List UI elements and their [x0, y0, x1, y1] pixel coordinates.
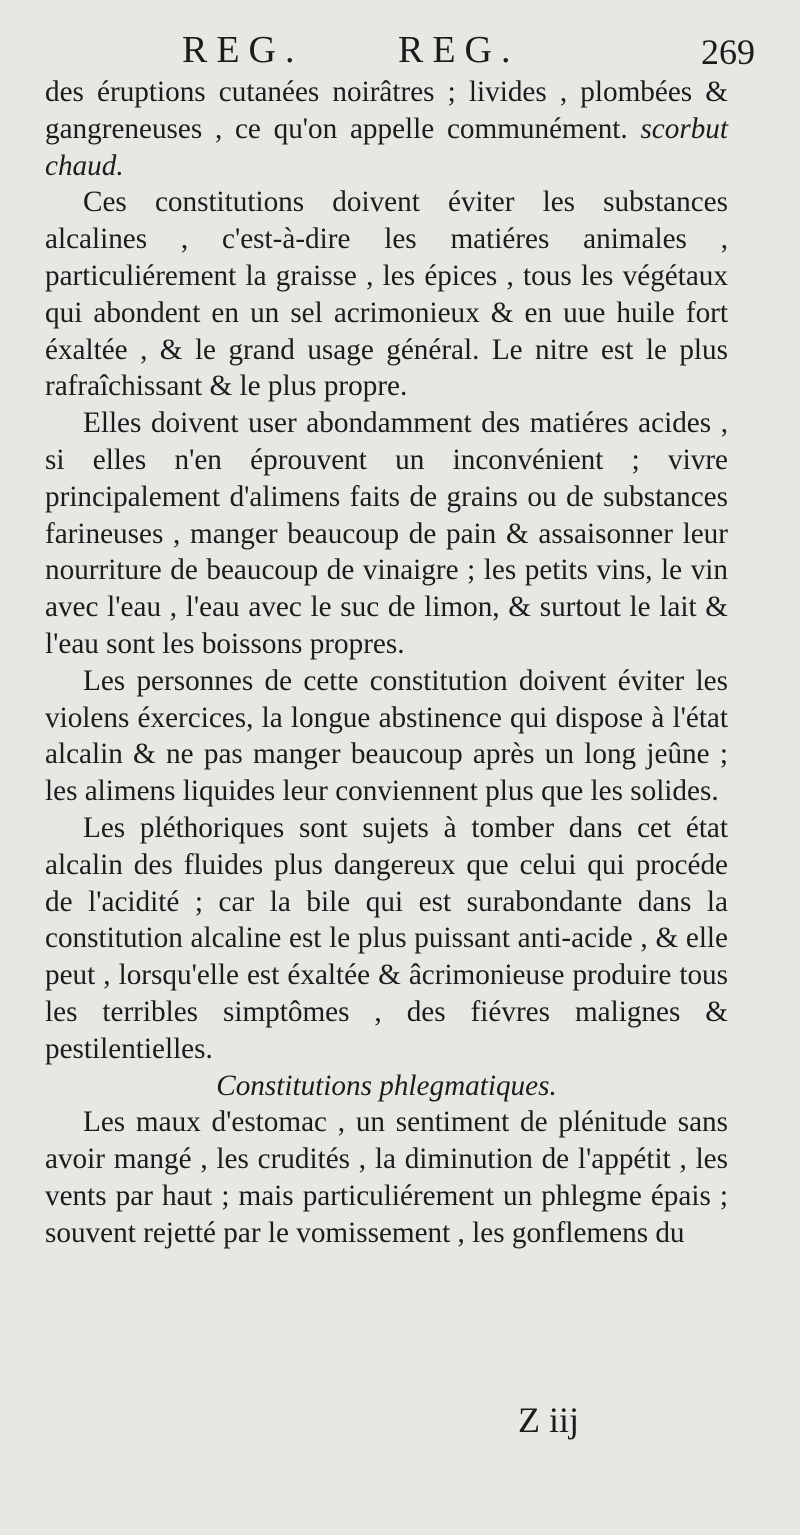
paragraph-continuation: [45, 74, 728, 184]
running-header: [40, 22, 755, 78]
header-right-word: REG.: [398, 29, 520, 71]
section-heading: Constitutions phlegmatiques.: [216, 1069, 557, 1102]
header-left-word: REG.: [182, 29, 304, 71]
paragraph: Les pléthoriques sont sujets à tomber dans cet état alcalin des fluides plus dangereux que celui qui procéde de l'acidité ; car la bile qui est surabondante dans la constitution alcaline est le plus puissant anti-acide , & elle peut , lorsqu'elle est éxaltée & âcrimonieuse produire tous les terribles simptômes , des fiévres malignes & pestilentielles.: [45, 811, 728, 1065]
signature-mark: Z iij: [518, 1400, 579, 1440]
paragraph: Les personnes de cette constitution doivent éviter les violens éxercices, la longue abstinence qui dispose à l'état alcalin & ne pas manger beaucoup après un long jeûne ; les alimens liquides leur conviennent plus que les solides.: [45, 664, 728, 808]
italic-term: scorbut chaud.: [45, 112, 728, 182]
paragraph: Elles doivent user abondamment des matiéres acides , si elles n'en éprouvent un inconvénient ; vivre principalement d'alimens faits de grains ou de substances farineuses , manger beaucoup de pain & assaisonner leur nourriture de beaucoup de vinaigre ; les petits vins, le vin avec l'eau , l'eau avec le suc de limon, & surtout le lait & l'eau sont les boissons propres.: [45, 407, 728, 660]
body-text: [45, 74, 728, 1252]
paragraph: Les maux d'estomac , un sentiment de plénitude sans avoir mangé , les crudités , la diminution de l'appétit , les vents par haut ; mais particuliérement un phlegme épais ; souvent rejetté par le vomissement , les gonflemens du: [45, 1106, 728, 1249]
paragraph: Ces constitutions doivent éviter les substances alcalines , c'est-à-dire les matiéres animales , particuliérement la graisse , les épices , tous les végétaux qui abondent en un sel acrimonieux & en uue huile fort éxaltée , & le grand usage général. Le nitre est le plus rafraîchissant & le plus propre.: [45, 186, 728, 403]
paragraph-text: des éruptions cutanées noirâtres ; livides , plombées & gangreneuses , ce qu'on appelle communément.: [45, 76, 728, 145]
page-number: 269: [701, 32, 755, 72]
